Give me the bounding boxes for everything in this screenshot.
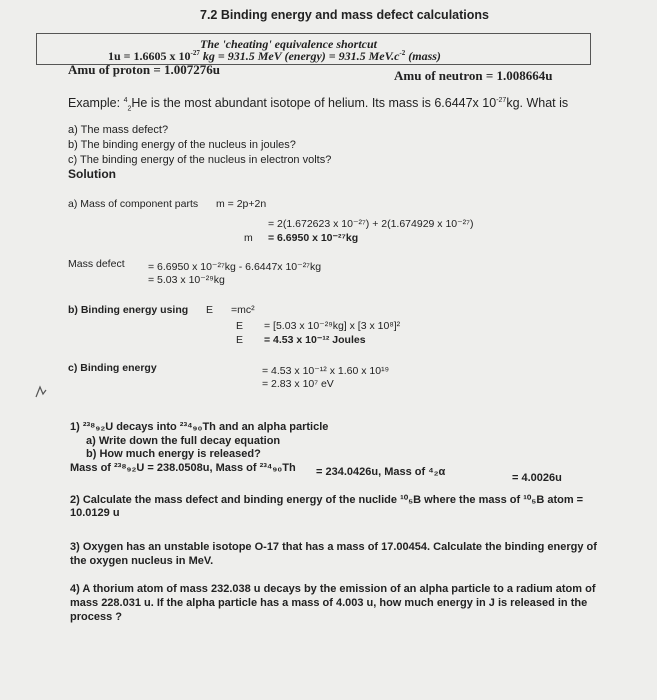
q4-line1: 4) A thorium atom of mass 232.038 u decays by the emission of an alpha particle to a radium atom of bbox=[70, 583, 596, 595]
q1-part-b: b) How much energy is released? bbox=[86, 448, 261, 460]
proton-mass: Amu of proton = 1.007276u bbox=[68, 62, 220, 77]
question-c: c) The binding energy of the nucleus in electron volts? bbox=[68, 154, 332, 166]
q2-line2: 10.0129 u bbox=[70, 507, 120, 519]
part-b-eq2: = [5.03 x 10⁻²⁹kg] x [3 x 10⁸]² bbox=[264, 320, 401, 332]
q1-part-a: a) Write down the full decay equation bbox=[86, 435, 281, 447]
q4-line2: mass 228.031 u. If the alpha particle has a mass of 4.003 u, how much energy in J is released in the bbox=[70, 597, 588, 609]
part-a-line2: = 6.6950 x 10⁻²⁷kg bbox=[268, 232, 359, 244]
part-c-line1: = 4.53 x 10⁻¹² x 1.60 x 10¹⁹ bbox=[262, 365, 390, 377]
q1-mass-u: Mass of ²³⁸₉₂U = 238.0508u, Mass of ²³⁴₉₀Th bbox=[70, 462, 296, 474]
question-a: a) The mass defect? bbox=[68, 124, 169, 136]
neutron-mass: Amu of neutron = 1.008664u bbox=[394, 68, 553, 83]
mass-defect-label: Mass defect bbox=[68, 258, 125, 270]
q1-mass-th: = 234.0426u, Mass of ⁴₂α bbox=[316, 466, 446, 478]
q3-line2: the oxygen nucleus in MeV. bbox=[70, 555, 214, 567]
q1-mass-alpha: = 4.0026u bbox=[512, 472, 562, 484]
pen-mark-icon bbox=[34, 385, 48, 399]
example-statement: Example: $^4_2$He is the most abundant isotope of helium. Its mass is 6.6447x $10^{-27}kg$. What is bbox=[68, 96, 569, 113]
part-b-eq3: = 4.53 x 10⁻¹² Joules bbox=[264, 334, 366, 346]
shortcut-equivalence: 1u = 1.6605 x $10^{-27}$ kg = 931.5 MeV (energy) = 931.5 $MeV.c^{-2}$ (mass) bbox=[108, 49, 441, 63]
part-a-line1: = 2(1.672623 x 10⁻²⁷) + 2(1.674929 x 10⁻²⁷) bbox=[268, 218, 474, 230]
shortcut-heading: The 'cheating' equivalence shortcut bbox=[200, 37, 377, 51]
q1-line1: 1) ²³⁸₉₂U decays into ²³⁴₉₀Th and an alpha particle bbox=[70, 421, 329, 433]
question-b: b) The binding energy of the nucleus in joules? bbox=[68, 139, 296, 151]
part-a-m-symbol: m bbox=[244, 232, 253, 244]
part-b-eq1: =mc² bbox=[231, 304, 255, 316]
part-c-label: c) Binding energy bbox=[68, 362, 157, 374]
part-c-line2: = 2.83 x 10⁷ eV bbox=[262, 378, 334, 390]
part-a-label: a) Mass of component parts bbox=[68, 198, 199, 210]
part-b-e2: E bbox=[236, 320, 244, 332]
page-title: 7.2 Binding energy and mass defect calculations bbox=[200, 8, 489, 22]
part-b-e3: E bbox=[236, 334, 244, 346]
part-b-e1: E bbox=[206, 304, 214, 316]
mass-defect-line2: = 5.03 x 10⁻²⁹kg bbox=[148, 274, 225, 286]
solution-label: Solution bbox=[68, 167, 116, 181]
q4-line3: process ? bbox=[70, 611, 122, 623]
part-b-label: b) Binding energy using bbox=[68, 304, 189, 316]
part-a-formula: m = 2p+2n bbox=[216, 198, 267, 210]
mass-defect-line1: = 6.6950 x 10⁻²⁷kg - 6.6447x 10⁻²⁷kg bbox=[148, 261, 322, 273]
q3-line1: 3) Oxygen has an unstable isotope O-17 that has a mass of 17.00454. Calculate the binding energy of bbox=[70, 541, 597, 553]
q2-line1: 2) Calculate the mass defect and binding energy of the nuclide ¹⁰₅B where the mass of ¹⁰₅B atom = bbox=[70, 494, 584, 506]
